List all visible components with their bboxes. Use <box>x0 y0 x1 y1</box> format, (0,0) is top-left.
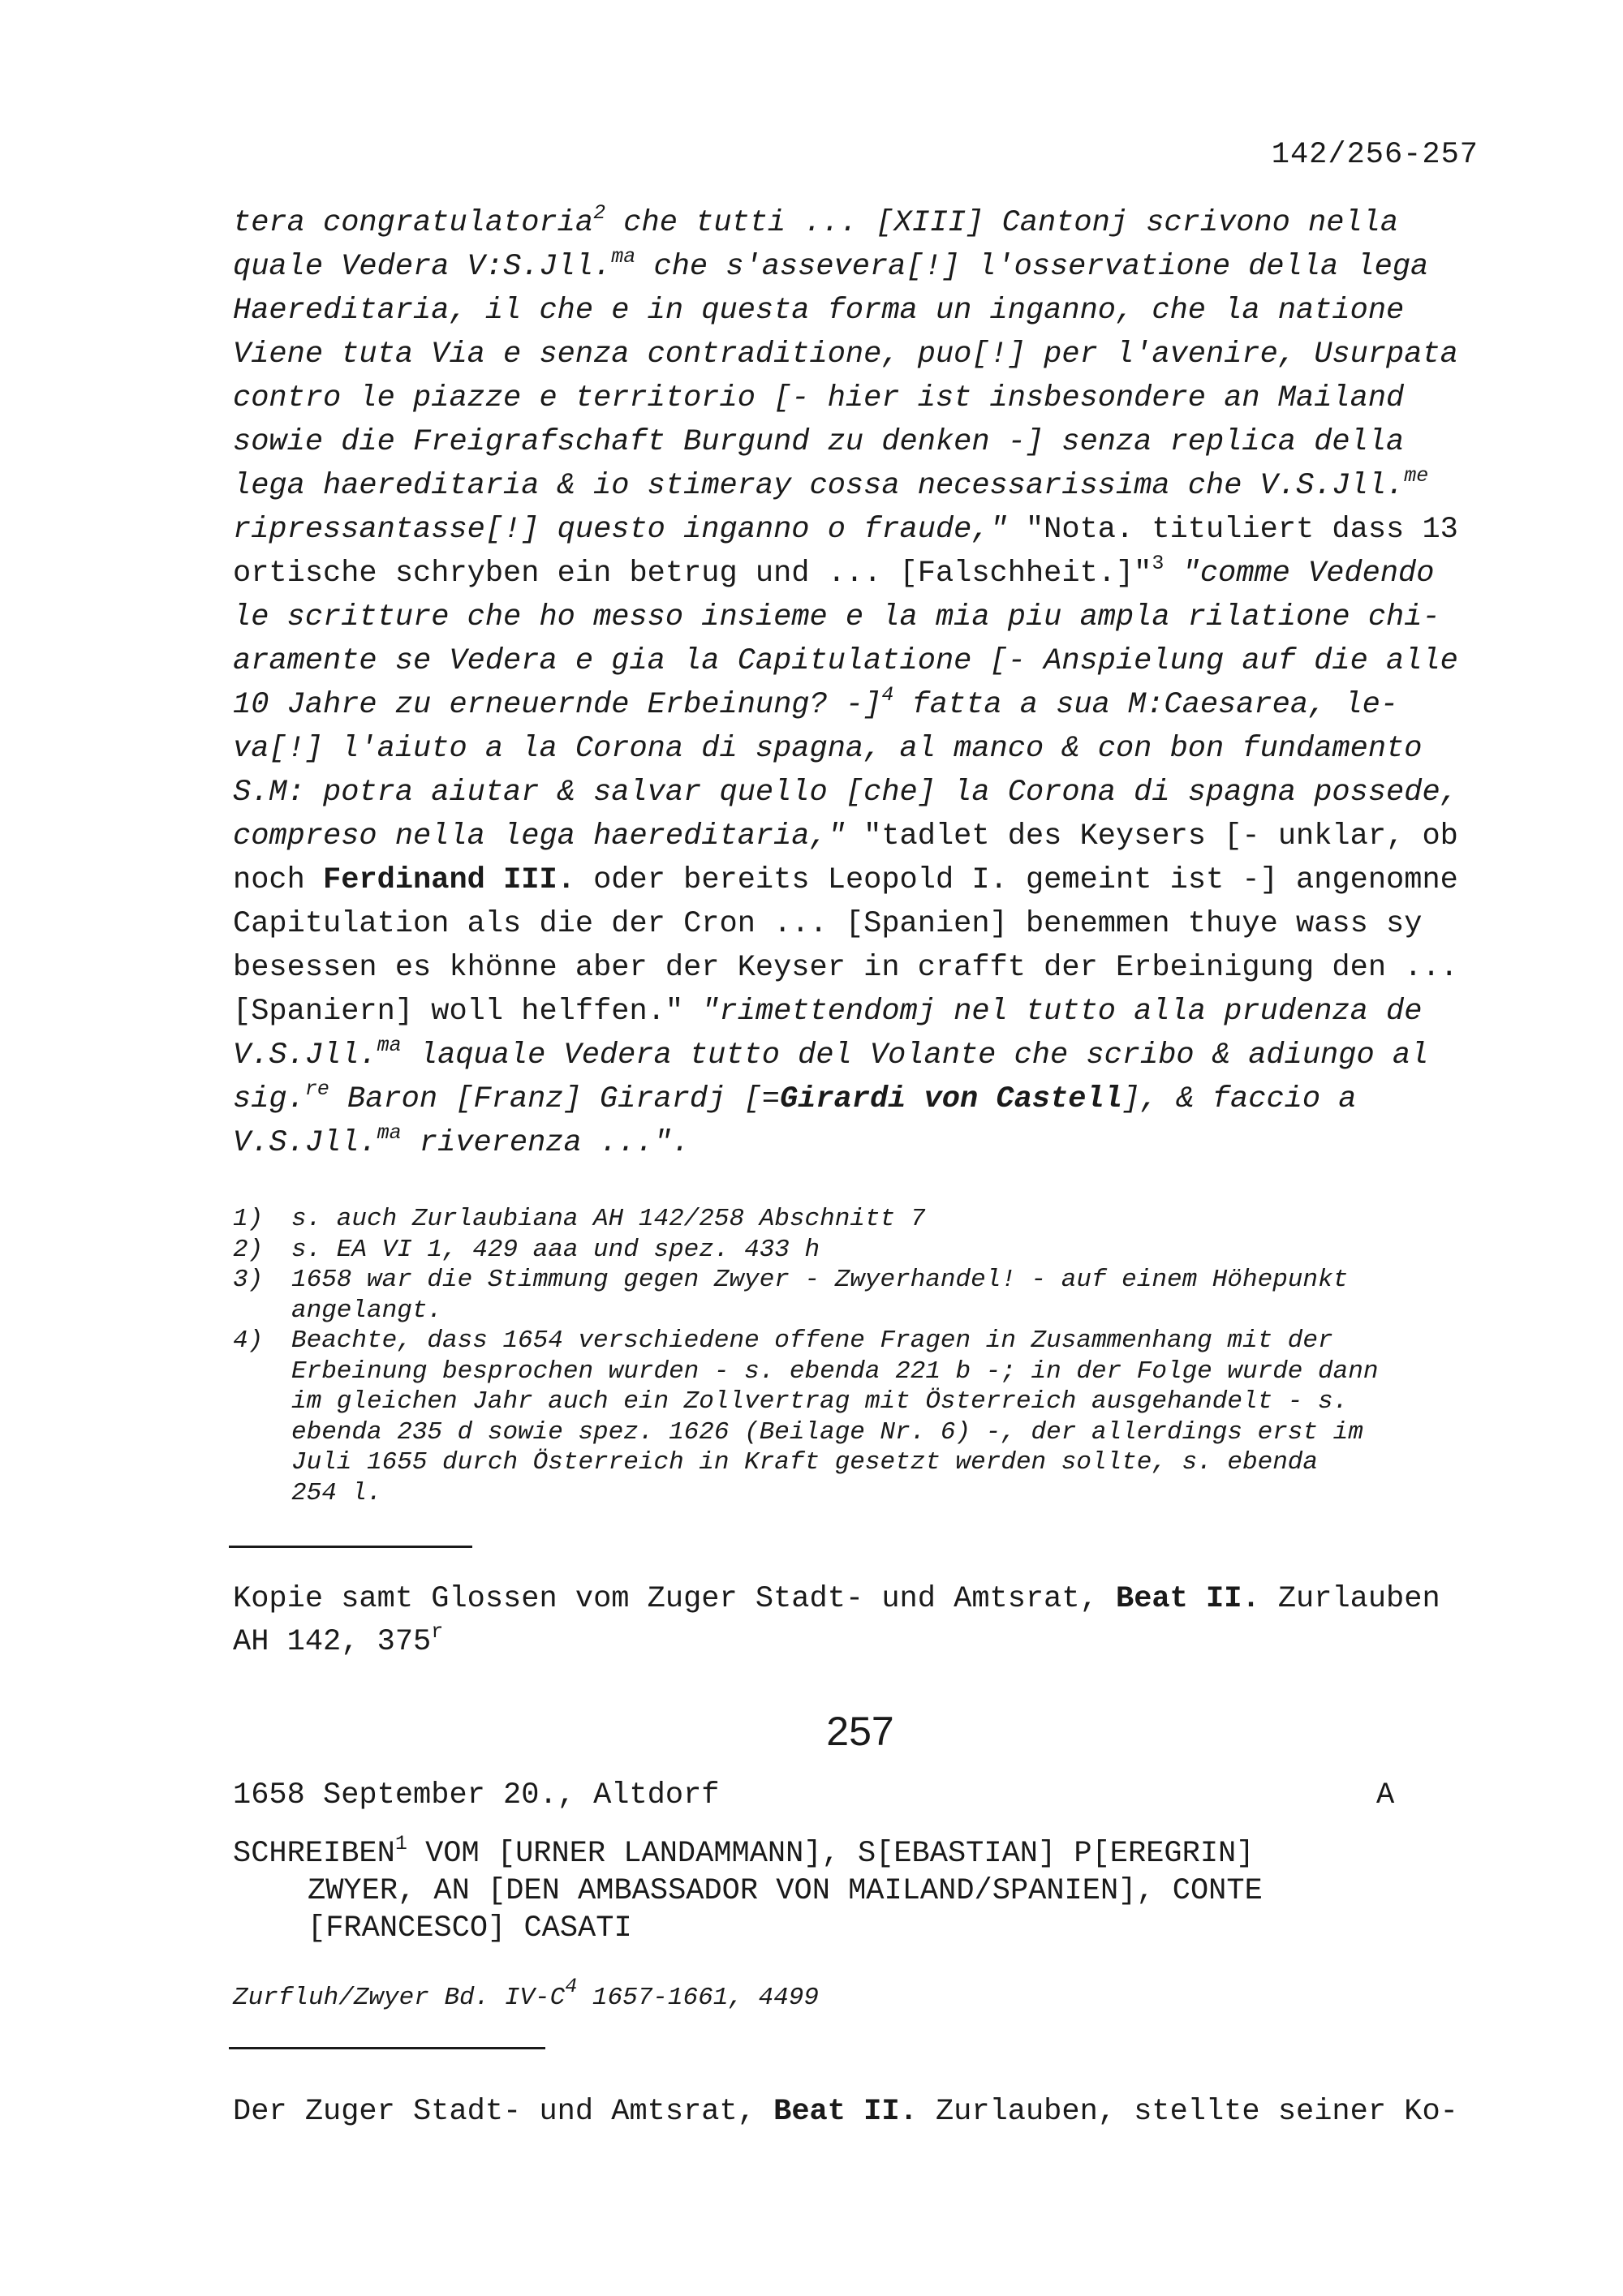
text-line <box>233 289 1499 333</box>
superscript: ma <box>377 1121 402 1145</box>
bold-name: Ferdinand III. <box>323 863 575 897</box>
footnote-number: 4) <box>233 1326 264 1355</box>
text-line <box>233 990 1499 1034</box>
text-segment: ripressantasse[!] questo inganno o fraude," <box>233 513 1008 547</box>
person-name: Beat II. <box>773 2095 918 2129</box>
footnote-line: s. auch Zurlaubiana AH 142/258 Abschnitt 7 <box>291 1205 926 1233</box>
text-line <box>233 639 1499 683</box>
text-segment: fatta a sua M:Caesarea, le- <box>893 688 1399 722</box>
text-line <box>233 420 1499 464</box>
heading-line: ZWYER, AN [DEN AMBASSADOR VON MAILAND/SPANIEN], CONTE <box>308 1874 1263 1908</box>
text-segment: le scritture che ho messo insieme e la mia piu ampla rilatione chi- <box>233 600 1440 634</box>
text-line <box>233 552 1499 595</box>
text-segment: "tadlet des Keysers [- unklar, ob <box>845 819 1458 853</box>
text-segment: ortische schryben ein betrug und ... [Falschheit.]" <box>233 557 1152 591</box>
footnote-text <box>291 1326 1499 1508</box>
superscript: ma <box>611 245 636 269</box>
source-note <box>233 1578 1440 1664</box>
text-segment: V.S.Jll. <box>233 1126 377 1160</box>
page-number: 142/256-257 <box>1271 138 1479 172</box>
text-segment: lega haereditaria & io stimeray cossa necessarissima che V.S.Jll. <box>233 469 1405 503</box>
text-segment: compreso nella lega haereditaria," <box>233 819 846 853</box>
text-segment: quale Vedera V:S.Jll. <box>233 250 612 284</box>
source-note-line: Kopie samt Glossen vom Zuger Stadt- und Amtsrat, Beat II. Zurlauben <box>233 1582 1440 1616</box>
footnote-line: ebenda 235 d sowie spez. 1626 (Beilage Nr. 6) -, der allerdings erst im <box>291 1417 1363 1447</box>
footnote-line: 254 l. <box>291 1478 382 1507</box>
text-segment: V.S.Jll. <box>233 1038 377 1073</box>
footnote-line: Beachte, dass 1654 verschiedene offene Fragen in Zusammenhang mit der <box>291 1326 1333 1355</box>
separator-rule <box>229 1546 472 1548</box>
footnote-number: 1) <box>233 1205 264 1233</box>
text-line <box>233 1121 1499 1165</box>
footnote <box>233 1265 1499 1326</box>
superscript: me <box>1404 464 1429 488</box>
text-segment: "rimettendomj nel tutto alla prudenza de <box>683 995 1423 1029</box>
text-line <box>233 1077 1499 1121</box>
text-line <box>233 376 1499 420</box>
text-line <box>233 771 1499 815</box>
text-segment: aramente se Vedera e gia la Capitulatione [- Anspielung auf die alle <box>233 644 1458 678</box>
text-segment: laquale Vedera tutto del Volante che scribo & adiungo al <box>401 1038 1429 1073</box>
text-line <box>233 201 1499 245</box>
footnote-text <box>291 1265 1499 1326</box>
text-line <box>233 902 1499 946</box>
text-segment: "Nota. tituliert dass 13 <box>1007 513 1458 547</box>
text-segment: noch <box>233 863 324 897</box>
text-segment: che s'assevera[!] l'osservatione della lega <box>635 250 1429 284</box>
document-date-place: 1658 September 20., Altdorf <box>233 1778 720 1812</box>
text-line <box>233 815 1499 858</box>
text-line <box>233 946 1499 990</box>
footnote-line: Erbeinung besprochen wurden - s. ebenda 221 b -; in der Folge wurde dann <box>291 1357 1379 1386</box>
text-segment: Baron [Franz] Girardj [= <box>329 1082 780 1116</box>
superscript: ma <box>377 1034 402 1057</box>
document-source: Zurfluh/Zwyer Bd. $IV-C^4$ 1657-1661, 4499 <box>233 1975 819 2012</box>
superscript: 2 <box>593 201 606 225</box>
footnote-line: angelangt. <box>291 1296 443 1325</box>
superscript: 3 <box>1152 552 1165 575</box>
text-segment: ], & faccio a <box>1121 1082 1357 1116</box>
heading-line: SCHREIBEN$^1$ VOM [URNER LANDAMMANN], S[EBASTIAN] P[EREGRIN] <box>233 1832 1255 1871</box>
text-segment: "comme Vedendo <box>1164 557 1435 591</box>
text-line <box>233 727 1499 771</box>
document-grade: A <box>1376 1778 1395 1812</box>
text-segment: contro le piazze e territorio [- hier ist insbesondere an Mailand <box>233 381 1405 415</box>
text-line <box>233 464 1499 508</box>
text-line <box>233 245 1499 289</box>
source-note-line: AH 142, 375$^r$ <box>233 1620 444 1659</box>
footnote <box>233 1326 1499 1508</box>
footnote-number: 2) <box>233 1235 264 1264</box>
text-segment: che tutti ... [XIII] Cantonj scrivono nella <box>605 206 1399 240</box>
footnote-text <box>291 1235 1499 1266</box>
footnote-text <box>291 1204 1499 1235</box>
main-text <box>233 201 1499 1165</box>
text-segment: riverenza ...". <box>401 1126 690 1160</box>
footnote-line: s. EA VI 1, 429 aaa und spez. 433 h <box>291 1235 820 1264</box>
bold-name: Girardi von Castell <box>779 1082 1122 1116</box>
text-segment: Viene tuta Via e senza contraditione, puo[!] per l'avenire, Usurpata <box>233 338 1458 372</box>
text-segment: 10 Jahre zu erneuernde Erbeinung? -] <box>233 688 882 722</box>
text-segment: tera congratulatoria <box>233 206 594 240</box>
footnote-line: 1658 war die Stimmung gegen Zwyer - Zwyerhandel! - auf einem Höhepunkt <box>291 1266 1349 1294</box>
footnotes <box>233 1204 1499 1508</box>
footnote-number: 3) <box>233 1266 264 1294</box>
text-line <box>233 683 1499 727</box>
text-line <box>233 1034 1499 1077</box>
text-segment: Capitulation als die der Cron ... [Spanien] benemmen thuye wass sy <box>233 907 1423 941</box>
text-segment: sig. <box>233 1082 305 1116</box>
footnote-line: im gleichen Jahr auch ein Zollvertrag mit Österreich ausgehandelt - s. <box>291 1387 1349 1416</box>
superscript: re <box>304 1077 329 1101</box>
text-line <box>233 595 1499 639</box>
footnote-line: Juli 1655 durch Österreich in Kraft gesetzt werden sollte, s. ebenda <box>291 1448 1319 1477</box>
document-body: Der Zuger Stadt- und Amtsrat, Beat II. Zurlauben, stellte seiner Ko- <box>233 2095 1458 2129</box>
text-line <box>233 508 1499 552</box>
document-number: 257 <box>826 1709 894 1754</box>
superscript: 4 <box>881 683 894 707</box>
text-segment: S.M: potra aiutar & salvar quello [che] la Corona di spagna possede, <box>233 776 1458 810</box>
heading-line: [FRANCESCO] CASATI <box>308 1911 632 1946</box>
text-segment: besessen es khönne aber der Keyser in crafft der Erbeinigung den ... <box>233 951 1458 985</box>
footnote <box>233 1204 1499 1235</box>
text-segment: [Spaniern] woll helffen." <box>233 995 684 1029</box>
footnote <box>233 1235 1499 1266</box>
text-segment: va[!] l'aiuto a la Corona di spagna, al manco & con bon fundamento <box>233 732 1423 766</box>
document-heading <box>233 1832 1263 1947</box>
text-segment: sowie die Freigrafschaft Burgund zu denken -] senza replica della <box>233 425 1405 459</box>
text-line <box>233 333 1499 376</box>
text-segment: oder bereits Leopold I. gemeint ist -] angenomne <box>575 863 1458 897</box>
person-name: Beat II. <box>1115 1582 1260 1616</box>
text-line <box>233 858 1499 902</box>
text-segment: Haereditaria, il che e in questa forma un inganno, che la natione <box>233 294 1405 328</box>
separator-rule <box>229 2047 545 2049</box>
